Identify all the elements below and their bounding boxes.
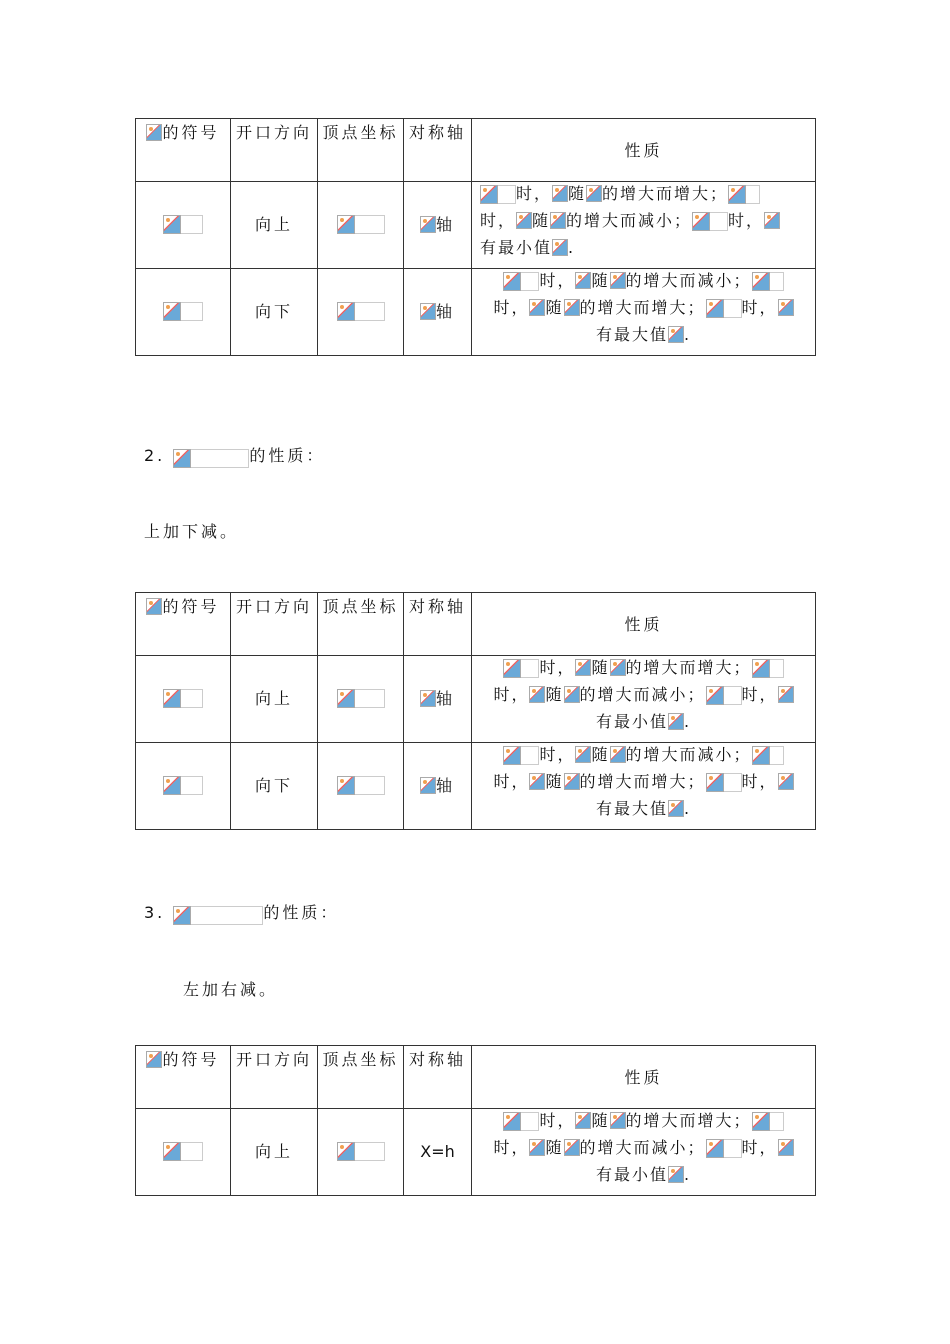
formula-image-icon (163, 215, 203, 239)
table-row (136, 743, 816, 830)
formula-image-icon (163, 689, 203, 713)
formula-image-icon (706, 299, 742, 323)
section-3-heading: 3. 的性质： (144, 900, 339, 925)
table-row (136, 1109, 816, 1196)
formula-image-icon (610, 272, 626, 289)
header-axis: 对称轴 (404, 593, 472, 656)
formula-image-icon (529, 686, 545, 703)
formula-image-icon (516, 212, 532, 229)
vertex-cell (318, 182, 404, 269)
formula-image-icon (575, 659, 591, 676)
formula-image-icon (173, 906, 263, 925)
formula-image-icon (575, 746, 591, 763)
header-sign: 的符号 (136, 1046, 231, 1109)
opening-cell: 向上 (231, 1109, 318, 1196)
formula-image-icon (420, 303, 436, 320)
header-property: 性质 (472, 1046, 816, 1109)
formula-image-icon (610, 659, 626, 676)
formula-image-icon (337, 776, 385, 800)
formula-image-icon (163, 1142, 203, 1166)
formula-image-icon (706, 686, 742, 710)
opening-cell: 向上 (231, 182, 318, 269)
formula-image-icon (778, 773, 794, 790)
formula-image-icon (552, 239, 568, 256)
formula-image-icon (529, 1139, 545, 1156)
opening-cell: 向下 (231, 743, 318, 830)
sign-cell (136, 1109, 231, 1196)
formula-image-icon (778, 1139, 794, 1156)
formula-image-icon (668, 800, 684, 817)
formula-image-icon (668, 713, 684, 730)
property-cell: 时， 随 的增大而增大； 时， 随 的增大而减小； 时， 有最小值 . (472, 182, 816, 269)
table-row (136, 656, 816, 743)
axis-cell: 轴 (404, 656, 472, 743)
sign-cell (136, 743, 231, 830)
formula-image-icon (146, 1051, 162, 1068)
header-vertex: 顶点坐标 (318, 593, 404, 656)
section-3-note: 左加右减。 (183, 980, 279, 999)
axis-cell: 轴 (404, 182, 472, 269)
header-sign: 的符号 (136, 119, 231, 182)
axis-cell: X=h (404, 1109, 472, 1196)
header-opening: 开口方向 (231, 119, 318, 182)
header-vertex: 顶点坐标 (318, 119, 404, 182)
header-vertex: 顶点坐标 (318, 1046, 404, 1109)
formula-image-icon (778, 299, 794, 316)
formula-image-icon (146, 598, 162, 615)
formula-image-icon (503, 1112, 539, 1136)
formula-image-icon (564, 1139, 580, 1156)
formula-image-icon (752, 746, 784, 770)
header-sign: 的符号 (136, 593, 231, 656)
header-opening: 开口方向 (231, 1046, 318, 1109)
formula-image-icon (173, 449, 249, 468)
vertex-cell (318, 1109, 404, 1196)
formula-image-icon (552, 185, 568, 202)
formula-image-icon (529, 299, 545, 316)
sign-cell (136, 656, 231, 743)
formula-image-icon (146, 124, 162, 141)
formula-image-icon (564, 299, 580, 316)
opening-cell: 向上 (231, 656, 318, 743)
formula-image-icon (575, 272, 591, 289)
header-opening: 开口方向 (231, 593, 318, 656)
header-property: 性质 (472, 593, 816, 656)
header-axis: 对称轴 (404, 119, 472, 182)
vertex-cell (318, 656, 404, 743)
formula-image-icon (610, 1112, 626, 1129)
property-cell: 时， 随 的增大而减小； 时， 随 的增大而增大； 时， 有最大值 . (472, 743, 816, 830)
opening-cell: 向下 (231, 269, 318, 356)
formula-image-icon (778, 686, 794, 703)
sign-cell (136, 269, 231, 356)
formula-image-icon (337, 215, 385, 239)
formula-image-icon (480, 185, 516, 209)
formula-image-icon (575, 1112, 591, 1129)
sign-cell (136, 182, 231, 269)
formula-image-icon (586, 185, 602, 202)
table-row (136, 269, 816, 356)
formula-image-icon (550, 212, 566, 229)
formula-image-icon (337, 302, 385, 326)
property-cell: 时， 随 的增大而增大； 时， 随 的增大而减小； 时， 有最小值 . (472, 656, 816, 743)
formula-image-icon (764, 212, 780, 229)
property-table-3 (135, 1045, 816, 1196)
vertex-cell (318, 269, 404, 356)
section-2-heading: 2. 的性质： (144, 443, 325, 468)
axis-cell: 轴 (404, 269, 472, 356)
formula-image-icon (503, 272, 539, 296)
formula-image-icon (503, 746, 539, 770)
header-axis: 对称轴 (404, 1046, 472, 1109)
formula-image-icon (420, 216, 436, 233)
formula-image-icon (564, 773, 580, 790)
formula-image-icon (706, 1139, 742, 1163)
formula-image-icon (163, 302, 203, 326)
property-table-2 (135, 592, 816, 830)
vertex-cell (318, 743, 404, 830)
formula-image-icon (503, 659, 539, 683)
table-header-row (136, 593, 816, 656)
table-row (136, 182, 816, 269)
formula-image-icon (752, 659, 784, 683)
formula-image-icon (420, 777, 436, 794)
formula-image-icon (728, 185, 760, 209)
property-cell: 时， 随 的增大而增大； 时， 随 的增大而减小； 时， 有最小值 . (472, 1109, 816, 1196)
formula-image-icon (163, 776, 203, 800)
formula-image-icon (337, 689, 385, 713)
formula-image-icon (564, 686, 580, 703)
formula-image-icon (529, 773, 545, 790)
axis-cell: 轴 (404, 743, 472, 830)
formula-image-icon (610, 746, 626, 763)
formula-image-icon (706, 773, 742, 797)
formula-image-icon (668, 326, 684, 343)
formula-image-icon (668, 1166, 684, 1183)
section-2-note: 上加下减。 (144, 522, 240, 541)
formula-image-icon (752, 1112, 784, 1136)
table-header-row (136, 119, 816, 182)
formula-image-icon (752, 272, 784, 296)
property-cell: 时， 随 的增大而减小； 时， 随 的增大而增大； 时， 有最大值 . (472, 269, 816, 356)
table-header-row (136, 1046, 816, 1109)
header-property: 性质 (472, 119, 816, 182)
formula-image-icon (692, 212, 728, 236)
property-table-1 (135, 118, 816, 356)
formula-image-icon (337, 1142, 385, 1166)
formula-image-icon (420, 690, 436, 707)
